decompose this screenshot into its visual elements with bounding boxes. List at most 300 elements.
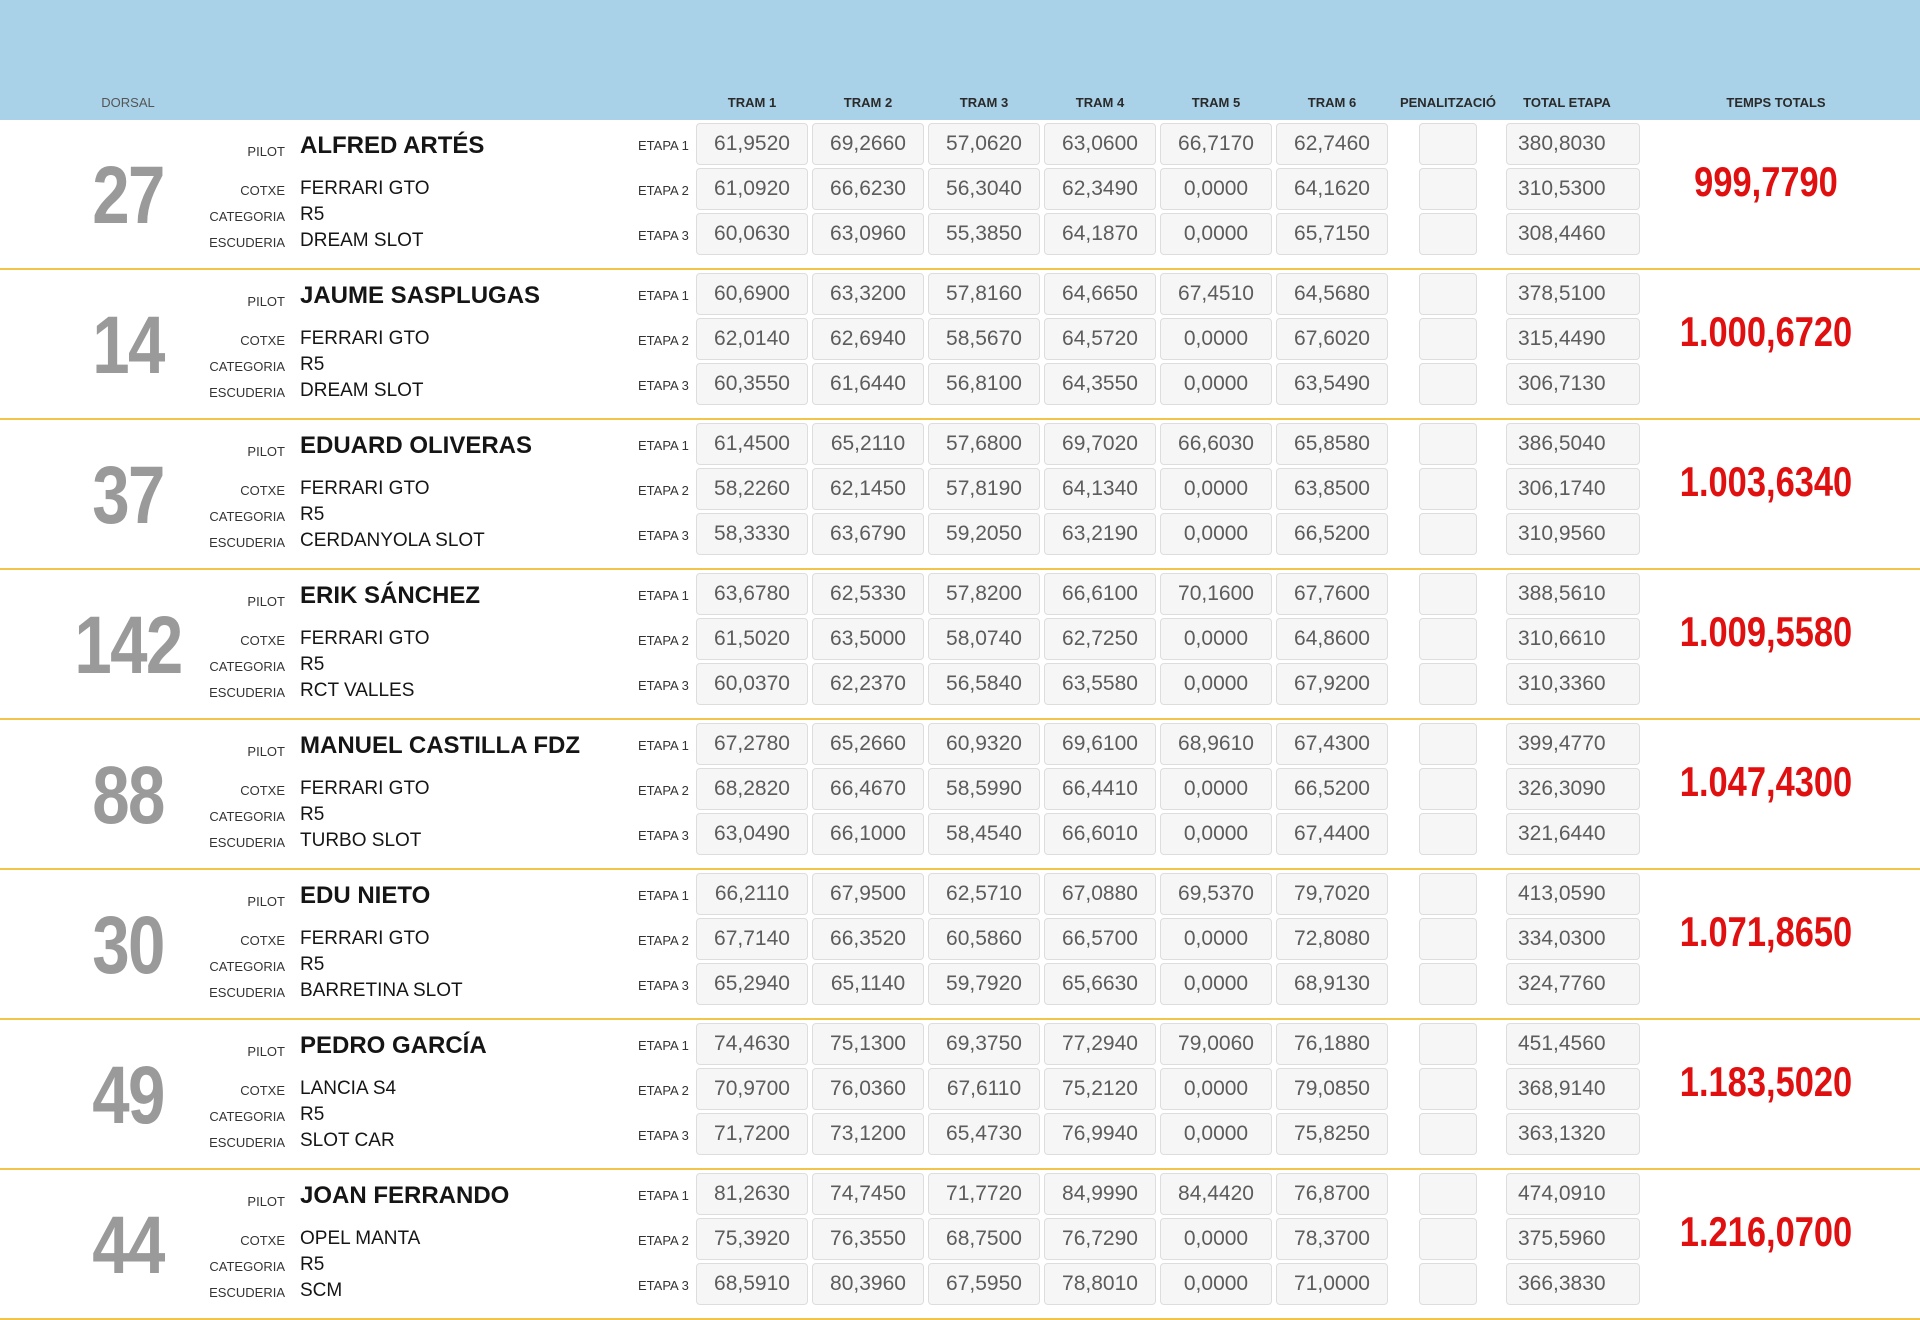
stage-total-cell: 321,6440: [1506, 813, 1640, 855]
tram-time-cell: 58,2260: [696, 468, 808, 510]
tram-time-cell: 63,0960: [812, 213, 924, 255]
tram-time-cell: 62,6940: [812, 318, 924, 360]
stage-label: ETAPA 3: [638, 1128, 689, 1143]
tram-time-cell: 63,0490: [696, 813, 808, 855]
tram-time-cell: 56,5840: [928, 663, 1040, 705]
penalty-cell: [1419, 1218, 1477, 1260]
tram-time-cell: 64,6650: [1044, 273, 1156, 315]
label-categoria: CATEGORIA: [209, 1259, 285, 1274]
tram-time-cell: 58,5990: [928, 768, 1040, 810]
tram-time-cell: 59,2050: [928, 513, 1040, 555]
tram-time-cell: 76,9940: [1044, 1113, 1156, 1155]
stage-total-cell: 315,4490: [1506, 318, 1640, 360]
tram-time-cell: 62,2370: [812, 663, 924, 705]
column-header-tram-6: TRAM 6: [1307, 95, 1357, 110]
stage-label: ETAPA 1: [638, 138, 689, 153]
tram-time-cell: 79,0850: [1276, 1068, 1388, 1110]
stage-total-cell: 363,1320: [1506, 1113, 1640, 1155]
stage-total-cell: 306,1740: [1506, 468, 1640, 510]
tram-time-cell: 62,7250: [1044, 618, 1156, 660]
stage-total-cell: 368,9140: [1506, 1068, 1640, 1110]
entry-row: [0, 120, 1920, 270]
tram-time-cell: 79,0060: [1160, 1023, 1272, 1065]
label-pilot: PILOT: [247, 444, 285, 459]
tram-time-cell: 57,8190: [928, 468, 1040, 510]
tram-time-cell: 0,0000: [1160, 813, 1272, 855]
stage-total-cell: 306,7130: [1506, 363, 1640, 405]
stage-label: ETAPA 3: [638, 828, 689, 843]
car-name: LANCIA S4: [300, 1078, 397, 1099]
entry-row: [0, 720, 1920, 870]
stage-total-cell: 366,3830: [1506, 1263, 1640, 1305]
tram-time-cell: 57,6800: [928, 423, 1040, 465]
entry-row: [0, 270, 1920, 420]
tram-time-cell: 65,6630: [1044, 963, 1156, 1005]
column-header-temps-totals: TEMPS TOTALS: [1726, 95, 1826, 110]
tram-time-cell: 67,4510: [1160, 273, 1272, 315]
tram-time-cell: 56,3040: [928, 168, 1040, 210]
tram-time-cell: 67,5950: [928, 1263, 1040, 1305]
category-value: R5: [300, 654, 325, 675]
tram-time-cell: 66,7170: [1160, 123, 1272, 165]
tram-time-cell: 0,0000: [1160, 1218, 1272, 1260]
pilot-name: JAUME SASPLUGAS: [300, 282, 541, 309]
column-header-total-etapa: TOTAL ETAPA: [1523, 95, 1611, 110]
stage-total-cell: 310,6610: [1506, 618, 1640, 660]
tram-time-cell: 64,1870: [1044, 213, 1156, 255]
pilot-name: EDUARD OLIVERAS: [300, 432, 533, 459]
stage-total-cell: 388,5610: [1506, 573, 1640, 615]
tram-time-cell: 64,8600: [1276, 618, 1388, 660]
label-cotxe: COTXE: [240, 183, 285, 198]
car-name: FERRARI GTO: [300, 778, 430, 799]
column-header-tram-2: TRAM 2: [843, 95, 893, 110]
stage-label: ETAPA 2: [638, 183, 689, 198]
label-cotxe: COTXE: [240, 633, 285, 648]
tram-time-cell: 78,3700: [1276, 1218, 1388, 1260]
dorsal-number: 142: [74, 600, 182, 691]
penalty-cell: [1419, 768, 1477, 810]
tram-time-cell: 67,7600: [1276, 573, 1388, 615]
stage-label: ETAPA 1: [638, 738, 689, 753]
tram-time-cell: 65,4730: [928, 1113, 1040, 1155]
team-name: DREAM SLOT: [300, 230, 424, 251]
team-name: CERDANYOLA SLOT: [300, 530, 485, 551]
tram-time-cell: 64,3550: [1044, 363, 1156, 405]
stage-label: ETAPA 2: [638, 1083, 689, 1098]
label-escuderia: ESCUDERIA: [209, 1285, 285, 1300]
dorsal-number: 49: [92, 1050, 164, 1141]
tram-time-cell: 60,6900: [696, 273, 808, 315]
label-escuderia: ESCUDERIA: [209, 1135, 285, 1150]
tram-time-cell: 80,3960: [812, 1263, 924, 1305]
tram-time-cell: 69,6100: [1044, 723, 1156, 765]
tram-time-cell: 61,9520: [696, 123, 808, 165]
label-cotxe: COTXE: [240, 783, 285, 798]
pilot-name: EDU NIETO: [300, 882, 431, 909]
tram-time-cell: 75,1300: [812, 1023, 924, 1065]
stage-label: ETAPA 3: [638, 978, 689, 993]
tram-time-cell: 58,5670: [928, 318, 1040, 360]
tram-time-cell: 74,7450: [812, 1173, 924, 1215]
stage-label: ETAPA 3: [638, 1278, 689, 1293]
penalty-cell: [1419, 423, 1477, 465]
tram-time-cell: 64,5720: [1044, 318, 1156, 360]
tram-time-cell: 56,8100: [928, 363, 1040, 405]
tram-time-cell: 72,8080: [1276, 918, 1388, 960]
label-categoria: CATEGORIA: [209, 209, 285, 224]
stage-label: ETAPA 2: [638, 483, 689, 498]
tram-time-cell: 62,5710: [928, 873, 1040, 915]
tram-time-cell: 0,0000: [1160, 963, 1272, 1005]
tram-time-cell: 73,1200: [812, 1113, 924, 1155]
penalty-cell: [1419, 363, 1477, 405]
tram-time-cell: 63,8500: [1276, 468, 1388, 510]
penalty-cell: [1419, 213, 1477, 255]
stage-total-cell: 375,5960: [1506, 1218, 1640, 1260]
tram-time-cell: 0,0000: [1160, 213, 1272, 255]
pilot-name: ALFRED ARTÉS: [300, 132, 485, 159]
entry-row: [0, 570, 1920, 720]
category-value: R5: [300, 1104, 325, 1125]
stage-label: ETAPA 3: [638, 378, 689, 393]
team-name: RCT VALLES: [300, 680, 415, 701]
penalty-cell: [1419, 318, 1477, 360]
tram-time-cell: 63,2190: [1044, 513, 1156, 555]
label-categoria: CATEGORIA: [209, 359, 285, 374]
penalty-cell: [1419, 873, 1477, 915]
tram-time-cell: 68,9610: [1160, 723, 1272, 765]
tram-time-cell: 69,3750: [928, 1023, 1040, 1065]
tram-time-cell: 84,4420: [1160, 1173, 1272, 1215]
tram-time-cell: 76,8700: [1276, 1173, 1388, 1215]
category-value: R5: [300, 954, 325, 975]
tram-time-cell: 66,2110: [696, 873, 808, 915]
stage-label: ETAPA 2: [638, 783, 689, 798]
tram-time-cell: 61,5020: [696, 618, 808, 660]
tram-time-cell: 67,9200: [1276, 663, 1388, 705]
penalty-cell: [1419, 1173, 1477, 1215]
tram-time-cell: 67,6020: [1276, 318, 1388, 360]
tram-time-cell: 0,0000: [1160, 618, 1272, 660]
stage-total-cell: 308,4460: [1506, 213, 1640, 255]
tram-time-cell: 61,6440: [812, 363, 924, 405]
penalty-cell: [1419, 618, 1477, 660]
entry-row: [0, 1020, 1920, 1170]
label-pilot: PILOT: [247, 1044, 285, 1059]
tram-time-cell: 77,2940: [1044, 1023, 1156, 1065]
pilot-name: JOAN FERRANDO: [300, 1182, 510, 1209]
stage-label: ETAPA 2: [638, 1233, 689, 1248]
team-name: BARRETINA SLOT: [300, 980, 463, 1001]
tram-time-cell: 62,7460: [1276, 123, 1388, 165]
tram-time-cell: 74,4630: [696, 1023, 808, 1065]
entry-row: [0, 420, 1920, 570]
tram-time-cell: 57,0620: [928, 123, 1040, 165]
tram-time-cell: 69,7020: [1044, 423, 1156, 465]
penalty-cell: [1419, 573, 1477, 615]
tram-time-cell: 63,5490: [1276, 363, 1388, 405]
label-categoria: CATEGORIA: [209, 509, 285, 524]
team-name: SCM: [300, 1280, 343, 1301]
stage-label: ETAPA 1: [638, 1188, 689, 1203]
tram-time-cell: 65,2940: [696, 963, 808, 1005]
tram-time-cell: 75,2120: [1044, 1068, 1156, 1110]
tram-time-cell: 0,0000: [1160, 363, 1272, 405]
column-header-dorsal: DORSAL: [101, 95, 155, 110]
label-escuderia: ESCUDERIA: [209, 685, 285, 700]
tram-time-cell: 55,3850: [928, 213, 1040, 255]
label-escuderia: ESCUDERIA: [209, 385, 285, 400]
stage-total-cell: 386,5040: [1506, 423, 1640, 465]
stage-total-cell: 310,9560: [1506, 513, 1640, 555]
tram-time-cell: 66,5700: [1044, 918, 1156, 960]
tram-time-cell: 66,6100: [1044, 573, 1156, 615]
tram-time-cell: 62,5330: [812, 573, 924, 615]
label-categoria: CATEGORIA: [209, 659, 285, 674]
penalty-cell: [1419, 1023, 1477, 1065]
category-value: R5: [300, 204, 325, 225]
tram-time-cell: 68,9130: [1276, 963, 1388, 1005]
tram-time-cell: 57,8160: [928, 273, 1040, 315]
column-header-tram-5: TRAM 5: [1191, 95, 1241, 110]
tram-time-cell: 64,1340: [1044, 468, 1156, 510]
tram-time-cell: 70,1600: [1160, 573, 1272, 615]
stage-total-cell: 474,0910: [1506, 1173, 1640, 1215]
tram-time-cell: 68,2820: [696, 768, 808, 810]
label-categoria: CATEGORIA: [209, 809, 285, 824]
stage-label: ETAPA 1: [638, 288, 689, 303]
tram-time-cell: 60,0370: [696, 663, 808, 705]
tram-time-cell: 66,5200: [1276, 513, 1388, 555]
penalty-cell: [1419, 723, 1477, 765]
tram-time-cell: 84,9990: [1044, 1173, 1156, 1215]
tram-time-cell: 71,7720: [928, 1173, 1040, 1215]
stage-total-cell: 326,3090: [1506, 768, 1640, 810]
label-cotxe: COTXE: [240, 333, 285, 348]
tram-time-cell: 66,6010: [1044, 813, 1156, 855]
stage-total-cell: 378,5100: [1506, 273, 1640, 315]
column-header-tram-4: TRAM 4: [1075, 95, 1125, 110]
tram-time-cell: 0,0000: [1160, 663, 1272, 705]
label-pilot: PILOT: [247, 144, 285, 159]
tram-time-cell: 66,4410: [1044, 768, 1156, 810]
tram-time-cell: 63,3200: [812, 273, 924, 315]
penalty-cell: [1419, 1263, 1477, 1305]
tram-time-cell: 66,4670: [812, 768, 924, 810]
label-cotxe: COTXE: [240, 1083, 285, 1098]
total-time: 1.183,5020: [1679, 1058, 1853, 1105]
label-cotxe: COTXE: [240, 483, 285, 498]
column-header-tram-1: TRAM 1: [727, 95, 777, 110]
category-value: R5: [300, 504, 325, 525]
tram-time-cell: 60,5860: [928, 918, 1040, 960]
penalty-cell: [1419, 468, 1477, 510]
tram-time-cell: 63,6790: [812, 513, 924, 555]
tram-time-cell: 63,0600: [1044, 123, 1156, 165]
label-pilot: PILOT: [247, 594, 285, 609]
car-name: FERRARI GTO: [300, 478, 430, 499]
category-value: R5: [300, 804, 325, 825]
stage-label: ETAPA 3: [638, 528, 689, 543]
label-categoria: CATEGORIA: [209, 1109, 285, 1124]
label-pilot: PILOT: [247, 294, 285, 309]
pilot-name: PEDRO GARCÍA: [300, 1032, 487, 1059]
tram-time-cell: 66,5200: [1276, 768, 1388, 810]
car-name: FERRARI GTO: [300, 328, 430, 349]
stage-label: ETAPA 1: [638, 588, 689, 603]
tram-time-cell: 67,7140: [696, 918, 808, 960]
penalty-cell: [1419, 963, 1477, 1005]
tram-time-cell: 78,8010: [1044, 1263, 1156, 1305]
stage-total-cell: 334,0300: [1506, 918, 1640, 960]
tram-time-cell: 65,8580: [1276, 423, 1388, 465]
tram-time-cell: 58,3330: [696, 513, 808, 555]
label-cotxe: COTXE: [240, 1233, 285, 1248]
car-name: FERRARI GTO: [300, 928, 430, 949]
entry-row: [0, 870, 1920, 1020]
tram-time-cell: 68,5910: [696, 1263, 808, 1305]
tram-time-cell: 0,0000: [1160, 168, 1272, 210]
tram-time-cell: 81,2630: [696, 1173, 808, 1215]
car-name: FERRARI GTO: [300, 178, 430, 199]
total-time: 1.047,4300: [1679, 758, 1853, 805]
entry-row: [0, 1170, 1920, 1320]
tram-time-cell: 65,2110: [812, 423, 924, 465]
tram-time-cell: 63,6780: [696, 573, 808, 615]
tram-time-cell: 63,5580: [1044, 663, 1156, 705]
total-time: 1.071,8650: [1679, 908, 1853, 955]
tram-time-cell: 67,0880: [1044, 873, 1156, 915]
tram-time-cell: 60,0630: [696, 213, 808, 255]
tram-time-cell: 68,7500: [928, 1218, 1040, 1260]
tram-time-cell: 66,3520: [812, 918, 924, 960]
tram-time-cell: 61,0920: [696, 168, 808, 210]
stage-total-cell: 310,3360: [1506, 663, 1640, 705]
tram-time-cell: 0,0000: [1160, 918, 1272, 960]
column-header-penalitzacio: PENALITZACIÓ: [1399, 95, 1497, 110]
tram-time-cell: 67,4300: [1276, 723, 1388, 765]
label-escuderia: ESCUDERIA: [209, 235, 285, 250]
penalty-cell: [1419, 123, 1477, 165]
tram-time-cell: 67,6110: [928, 1068, 1040, 1110]
team-name: SLOT CAR: [300, 1130, 395, 1151]
penalty-cell: [1419, 663, 1477, 705]
car-name: FERRARI GTO: [300, 628, 430, 649]
total-time: 1.000,6720: [1679, 308, 1853, 355]
column-header-tram-3: TRAM 3: [959, 95, 1009, 110]
label-escuderia: ESCUDERIA: [209, 535, 285, 550]
tram-time-cell: 67,4400: [1276, 813, 1388, 855]
stage-label: ETAPA 2: [638, 333, 689, 348]
dorsal-number: 88: [92, 750, 164, 841]
stage-label: ETAPA 3: [638, 678, 689, 693]
label-categoria: CATEGORIA: [209, 959, 285, 974]
tram-time-cell: 0,0000: [1160, 1263, 1272, 1305]
tram-time-cell: 65,7150: [1276, 213, 1388, 255]
label-escuderia: ESCUDERIA: [209, 835, 285, 850]
stage-total-cell: 380,8030: [1506, 123, 1640, 165]
stage-label: ETAPA 3: [638, 228, 689, 243]
total-time: 1.009,5580: [1679, 608, 1853, 655]
team-name: DREAM SLOT: [300, 380, 424, 401]
stage-label: ETAPA 2: [638, 933, 689, 948]
tram-time-cell: 61,4500: [696, 423, 808, 465]
tram-time-cell: 65,2660: [812, 723, 924, 765]
tram-time-cell: 0,0000: [1160, 1113, 1272, 1155]
tram-time-cell: 63,5000: [812, 618, 924, 660]
penalty-cell: [1419, 168, 1477, 210]
tram-time-cell: 60,3550: [696, 363, 808, 405]
stage-total-cell: 451,4560: [1506, 1023, 1640, 1065]
tram-time-cell: 64,5680: [1276, 273, 1388, 315]
tram-time-cell: 75,8250: [1276, 1113, 1388, 1155]
penalty-cell: [1419, 1113, 1477, 1155]
tram-time-cell: 58,4540: [928, 813, 1040, 855]
stage-label: ETAPA 1: [638, 1038, 689, 1053]
category-value: R5: [300, 354, 325, 375]
tram-time-cell: 66,1000: [812, 813, 924, 855]
stage-total-cell: 399,4770: [1506, 723, 1640, 765]
tram-time-cell: 76,3550: [812, 1218, 924, 1260]
tram-time-cell: 0,0000: [1160, 1068, 1272, 1110]
tram-time-cell: 79,7020: [1276, 873, 1388, 915]
tram-time-cell: 76,1880: [1276, 1023, 1388, 1065]
label-pilot: PILOT: [247, 894, 285, 909]
tram-time-cell: 70,9700: [696, 1068, 808, 1110]
stage-total-cell: 310,5300: [1506, 168, 1640, 210]
total-time: 1.216,0700: [1679, 1208, 1853, 1255]
pilot-name: MANUEL CASTILLA FDZ: [300, 732, 580, 759]
team-name: TURBO SLOT: [300, 830, 422, 851]
tram-time-cell: 67,2780: [696, 723, 808, 765]
tram-time-cell: 65,1140: [812, 963, 924, 1005]
category-value: R5: [300, 1254, 325, 1275]
tram-time-cell: 62,0140: [696, 318, 808, 360]
tram-time-cell: 67,9500: [812, 873, 924, 915]
tram-time-cell: 62,1450: [812, 468, 924, 510]
penalty-cell: [1419, 813, 1477, 855]
tram-time-cell: 66,6030: [1160, 423, 1272, 465]
penalty-cell: [1419, 273, 1477, 315]
tram-time-cell: 62,3490: [1044, 168, 1156, 210]
tram-time-cell: 71,7200: [696, 1113, 808, 1155]
stage-label: ETAPA 2: [638, 633, 689, 648]
tram-time-cell: 69,5370: [1160, 873, 1272, 915]
car-name: OPEL MANTA: [300, 1228, 421, 1249]
dorsal-number: 37: [92, 450, 164, 541]
stage-total-cell: 324,7760: [1506, 963, 1640, 1005]
label-pilot: PILOT: [247, 1194, 285, 1209]
tram-time-cell: 0,0000: [1160, 318, 1272, 360]
dorsal-number: 44: [92, 1200, 164, 1291]
dorsal-number: 14: [92, 300, 164, 391]
total-time: 1.003,6340: [1679, 458, 1853, 505]
stage-total-cell: 413,0590: [1506, 873, 1640, 915]
tram-time-cell: 0,0000: [1160, 768, 1272, 810]
tram-time-cell: 0,0000: [1160, 468, 1272, 510]
label-escuderia: ESCUDERIA: [209, 985, 285, 1000]
tram-time-cell: 71,0000: [1276, 1263, 1388, 1305]
tram-time-cell: 60,9320: [928, 723, 1040, 765]
penalty-cell: [1419, 1068, 1477, 1110]
stage-label: ETAPA 1: [638, 438, 689, 453]
penalty-cell: [1419, 918, 1477, 960]
label-cotxe: COTXE: [240, 933, 285, 948]
tram-time-cell: 58,0740: [928, 618, 1040, 660]
tram-time-cell: 76,7290: [1044, 1218, 1156, 1260]
dorsal-number: 27: [92, 150, 164, 241]
